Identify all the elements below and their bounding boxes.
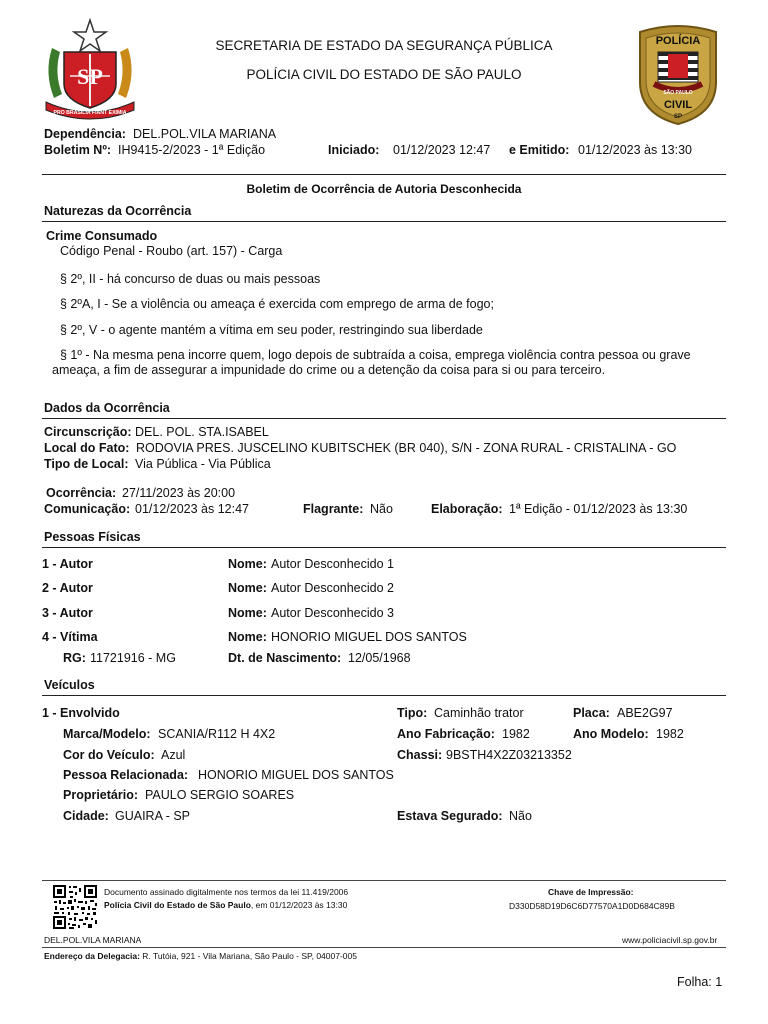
chave-impressao-label: Chave de Impressão: [548,887,634,897]
dependencia-value: DEL.POL.VILA MARIANA [133,127,277,141]
chassi-value: 9BSTH4X2Z03213352 [446,748,572,762]
tipo-veiculo-label: Tipo: [397,706,428,720]
crest-sp-text: SP [77,64,103,89]
marca-modelo-value: SCANIA/R112 H 4X2 [158,727,276,741]
assinatura-text: Documento assinado digitalmente nos termos da lei 11.419/2006 [104,887,349,897]
rg-value: 11721916 - MG [90,651,176,665]
footer-site-link[interactable]: www.policiacivil.sp.gov.br [622,935,718,945]
ano-fabricacao-label: Ano Fabricação: [397,727,495,741]
iniciado-value: 01/12/2023 12:47 [393,143,491,157]
nome-label: Nome: [228,557,267,571]
proprietario-value: PAULO SERGIO SOARES [145,788,295,802]
veiculo-item-label: 1 - Envolvido [42,706,120,720]
emitido-label: e Emitido: [509,143,570,157]
footer-delegacia: DEL.POL.VILA MARIANA [44,935,142,945]
paragrafo-item: § 2º, II - há concurso de duas ou mais pessoas [60,272,321,286]
nome-label: Nome: [228,606,267,620]
pessoa-nome: Autor Desconhecido 1 [271,557,394,571]
pessoa-nome: Autor Desconhecido 2 [271,581,394,595]
pessoa-role: 4 - Vítima [42,630,98,644]
chave-impressao-value: D330D58D19D6C6D77570A1D0D684C89B [509,901,675,911]
boletim-value: IH9415-2/2023 - 1ª Edição [118,143,266,157]
orgao-name: Polícia Civil do Estado de São Paulo [104,900,251,910]
proprietario-label: Proprietário: [63,788,139,802]
tipo-local-label: Tipo de Local: [44,457,129,471]
ocorrencia-value: 27/11/2023 às 20:00 [122,486,236,500]
nascimento-label: Dt. de Nascimento: [228,651,342,665]
folha-number: Folha: 1 [677,975,723,989]
comunicacao-value: 01/12/2023 às 12:47 [135,502,249,516]
badge-saopaulo-text: SÃO PAULO [663,90,693,96]
local-fato-value: RODOVIA PRES. JUSCELINO KUBITSCHEK (BR 040), S/N - ZONA RURAL - CRISTALINA - GO [136,441,677,455]
divider-footer [42,880,726,881]
orgao-line [104,900,347,910]
segurado-label: Estava Segurado: [397,809,503,823]
header-line1: SECRETARIA DE ESTADO DA SEGURANÇA PÚBLICA [215,38,553,53]
elaboracao-value: 1ª Edição - 01/12/2023 às 13:30 [509,502,688,516]
elaboracao-label: Elaboração: [431,502,503,516]
divider-pessoas [42,547,726,548]
emitido-value: 01/12/2023 às 13:30 [578,143,692,157]
chassi-label: Chassi: [397,748,443,762]
endereco-value: R. Tutóia, 921 - Vila Mariana, São Paulo - SP, 04007-005 [142,951,357,961]
dados-heading: Dados da Ocorrência [44,401,170,415]
endereco-label: Endereço da Delegacia: [44,951,140,961]
tipo-veiculo-value: Caminhão trator [434,706,524,720]
flagrante-value: Não [370,502,393,516]
badge-civil-text: CIVIL [663,99,693,111]
cidade-value: GUAIRA - SP [115,809,191,823]
pessoa-relacionada-label: Pessoa Relacionada: [63,768,189,782]
dependencia-label: Dependência: [44,127,126,141]
flagrante-label: Flagrante: [303,502,364,516]
comunicacao-label: Comunicação: [44,502,131,516]
endereco-line [44,951,357,961]
ano-fabricacao-value: 1982 [502,727,530,741]
document-title: Boletim de Ocorrência de Autoria Desconhecida [246,182,522,196]
iniciado-label: Iniciado: [328,143,380,157]
ocorrencia-label: Ocorrência: [46,486,117,500]
cor-veiculo-value: Azul [161,748,186,762]
divider-veiculos [42,695,726,696]
pessoa-role: 2 - Autor [42,581,93,595]
nome-label: Nome: [228,630,267,644]
marca-modelo-label: Marca/Modelo: [63,727,151,741]
divider-endereco [42,947,726,948]
policia-civil-badge [634,22,722,126]
orgao-date: , em 01/12/2023 às 13:30 [250,900,348,910]
crest-motto: PRO BRASILIA FIANT EXIMIA [53,110,127,116]
circunscricao-label: Circunscrição: [44,425,132,439]
nascimento-value: 12/05/1968 [348,651,411,665]
placa-label: Placa: [573,706,610,720]
codigo-penal-text: Código Penal - Roubo (art. 157) - Carga [60,244,283,258]
tipo-local-value: Via Pública - Via Pública [135,457,271,471]
boletim-label: Boletim Nº: [44,143,112,157]
paragrafo-item: § 2ºA, I - Se a violência ou ameaça é exercida com emprego de arma de fogo; [60,297,494,311]
local-fato-label: Local do Fato: [44,441,130,455]
pessoa-relacionada-value: HONORIO MIGUEL DOS SANTOS [198,768,394,782]
cor-veiculo-label: Cor do Veículo: [63,748,155,762]
ano-modelo-label: Ano Modelo: [573,727,649,741]
circunscricao-value: DEL. POL. STA.ISABEL [135,425,269,439]
paragrafo-item: § 1º - Na mesma pena incorre quem, logo depois de subtraída a coisa, emprega violência contra pessoa ou grave ameaça, a fim de assegurar a impunidade do crime ou a detenção da coisa para si ou para terceiro. [52,348,691,377]
divider-top [42,174,726,175]
segurado-value: Não [509,809,532,823]
placa-value: ABE2G97 [617,706,673,720]
veiculos-heading: Veículos [44,678,95,692]
cidade-label: Cidade: [63,809,109,823]
badge-policia-text: POLÍCIA [655,35,701,47]
divider-dados [42,418,726,419]
pessoa-role: 3 - Autor [42,606,93,620]
pessoa-nome: HONORIO MIGUEL DOS SANTOS [271,630,467,644]
qr-code [52,884,98,930]
rg-label: RG: [63,651,86,665]
badge-sp-text: SP [673,114,683,120]
nome-label: Nome: [228,581,267,595]
ano-modelo-value: 1982 [656,727,684,741]
header-line2: POLÍCIA CIVIL DO ESTADO DE SÃO PAULO [246,67,522,82]
paragrafo-item: § 2º, V - o agente mantém a vítima em seu poder, restringindo sua liberdade [60,323,483,337]
pessoas-heading: Pessoas Físicas [44,530,141,544]
divider-naturezas [42,221,726,222]
crime-consumado-label: Crime Consumado [46,229,158,243]
pessoa-role: 1 - Autor [42,557,93,571]
pessoa-nome: Autor Desconhecido 3 [271,606,394,620]
naturezas-heading: Naturezas da Ocorrência [44,204,192,218]
